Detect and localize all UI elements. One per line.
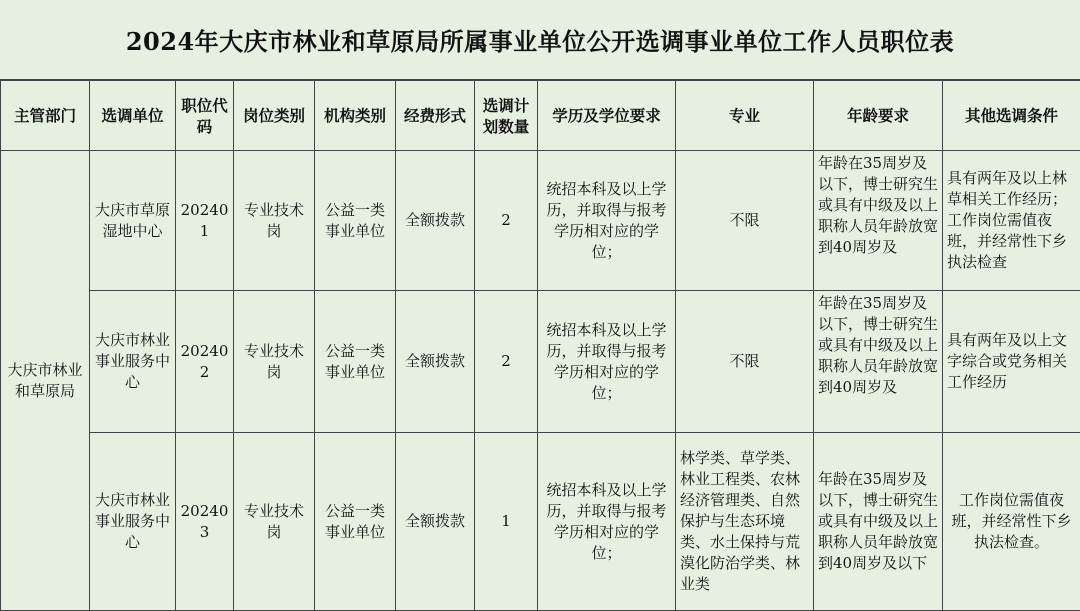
post-type-cell: 专业技术岗: [234, 291, 315, 433]
header-education: 学历及学位要求: [538, 81, 676, 151]
post-type-cell: 专业技术岗: [234, 433, 315, 611]
header-major: 专业: [676, 81, 814, 151]
code-cell: 202401: [176, 151, 234, 291]
header-age: 年龄要求: [814, 81, 943, 151]
quota-cell: 2: [475, 151, 538, 291]
funding-cell: 全额拨款: [396, 151, 475, 291]
page-title: 2024年大庆市林业和草原局所属事业单位公开选调事业单位工作人员职位表: [126, 22, 954, 57]
header-post-type: 岗位类别: [234, 81, 315, 151]
age-cell: 年龄在35周岁及以下，博士研究生或具有中级及以上职称人员年龄放宽到40周岁及: [814, 151, 943, 291]
other-cell: 具有两年及以上文字综合或党务相关工作经历: [943, 291, 1080, 433]
major-cell: 不限: [676, 151, 814, 291]
unit-cell: 大庆市林业事业服务中心: [90, 433, 176, 611]
code-cell: 202403: [176, 433, 234, 611]
other-cell: 工作岗位需值夜班，并经常性下乡执法检查。: [943, 433, 1080, 611]
age-cell: 年龄在35周岁及以下，博士研究生或具有中级及以上职称人员年龄放宽到40周岁及: [814, 291, 943, 433]
header-other: 其他选调条件: [943, 81, 1080, 151]
org-type-cell: 公益一类事业单位: [315, 151, 396, 291]
job-table: [0, 80, 1080, 611]
major-cell: 不限: [676, 291, 814, 433]
unit-cell: 大庆市林业事业服务中心: [90, 291, 176, 433]
header-org-type: 机构类别: [315, 81, 396, 151]
org-type-cell: 公益一类事业单位: [315, 433, 396, 611]
table-row: [1, 291, 1080, 433]
org-type-cell: 公益一类事业单位: [315, 291, 396, 433]
table-row: [1, 433, 1080, 611]
dept-cell: 大庆市林业和草原局: [1, 151, 90, 611]
post-type-cell: 专业技术岗: [234, 151, 315, 291]
funding-cell: 全额拨款: [396, 433, 475, 611]
quota-cell: 1: [475, 433, 538, 611]
age-cell: 年龄在35周岁及以下，博士研究生或具有中级及以上职称人员年龄放宽到40周岁及以下: [814, 433, 943, 611]
header-funding: 经费形式: [396, 81, 475, 151]
major-cell: 林学类、草学类、林业工程类、农林经济管理类、自然保护与生态环境类、水土保持与荒漠化防治学类、林业类: [676, 433, 814, 611]
education-cell: 统招本科及以上学历，并取得与报考学历相对应的学位；: [538, 291, 676, 433]
header-quota: 选调计划数量: [475, 81, 538, 151]
unit-cell: 大庆市草原湿地中心: [90, 151, 176, 291]
title-row: [0, 0, 1080, 80]
funding-cell: 全额拨款: [396, 291, 475, 433]
header-dept: 主管部门: [1, 81, 90, 151]
quota-cell: 2: [475, 291, 538, 433]
code-cell: 202402: [176, 291, 234, 433]
header-unit: 选调单位: [90, 81, 176, 151]
header-row: [1, 81, 1080, 151]
education-cell: 统招本科及以上学历，并取得与报考学历相对应的学位；: [538, 151, 676, 291]
header-code: 职位代码: [176, 81, 234, 151]
other-cell: 具有两年及以上林草相关工作经历；工作岗位需值夜班，并经常性下乡执法检查: [943, 151, 1080, 291]
education-cell: 统招本科及以上学历，并取得与报考学历相对应的学位；: [538, 433, 676, 611]
table-row: [1, 151, 1080, 291]
